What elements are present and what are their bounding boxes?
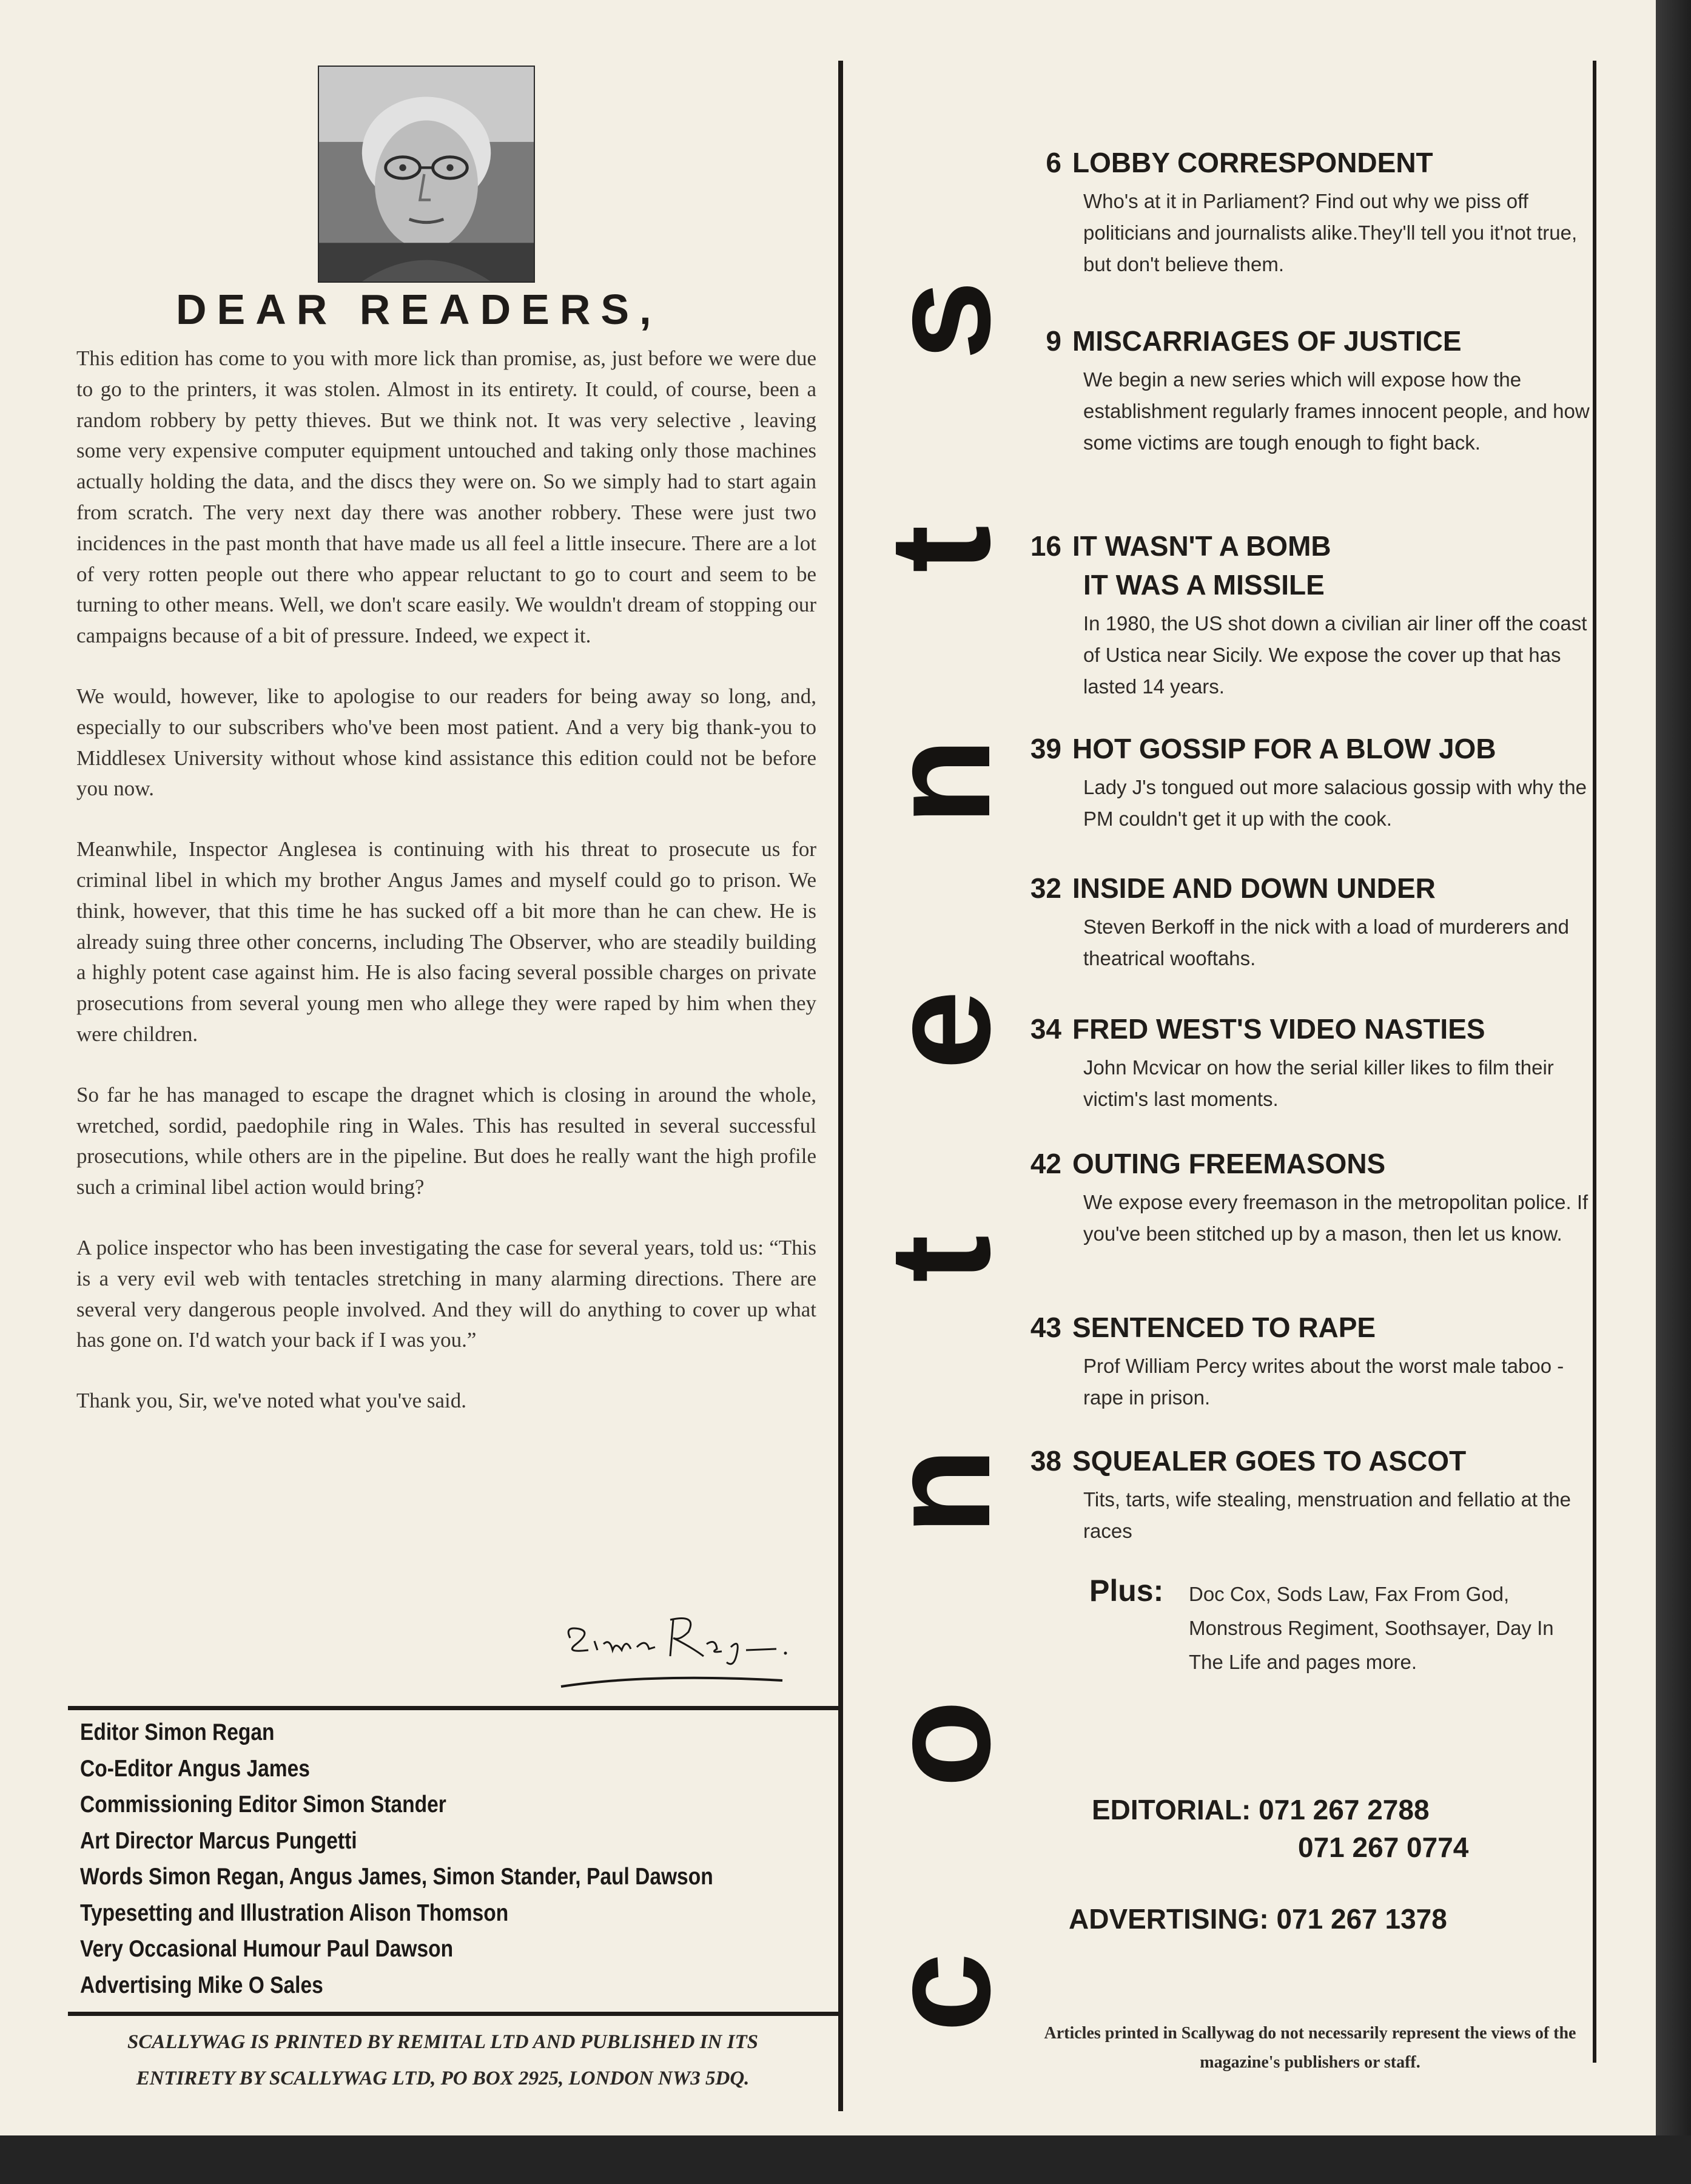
entry-heading (1025, 729, 1607, 768)
entry-description: We expose every freemason in the metropolitan police. If you've been stitched up by a mason, then let us know. (1083, 1191, 1588, 1245)
entry-description: John Mcvicar on how the serial killer likes to film their victim's last moments. (1083, 1056, 1554, 1110)
entry-title: IT WASN'T A BOMB (1072, 530, 1331, 562)
signature (558, 1596, 801, 1699)
editor-letter (76, 343, 816, 1417)
letter-paragraph: We would, however, like to apologise to our readers for being away so long, and, especially to our subscribers who've been most patient. And a very big thank-you to Middlesex University without whose kind assistance this edition could not be before you now. (76, 684, 816, 801)
entry-heading (1025, 1308, 1607, 1347)
credit-line: Advertising Mike O Sales (80, 1972, 323, 1998)
entry-description: In 1980, the US shot down a civilian air liner off the coast of Ustica near Sicily. We expose the cover up that has lasted 14 years. (1083, 612, 1587, 698)
contents-entry (1025, 1441, 1607, 1547)
credit-line: Typesetting and Illustration Alison Thomson (80, 1899, 509, 1926)
column-divider (838, 61, 843, 2111)
entry-title: MISCARRIAGES OF JUSTICE (1072, 325, 1462, 357)
entry-heading (1025, 322, 1607, 360)
credits-top-rule (68, 1706, 838, 1710)
entry-title: SENTENCED TO RAPE (1072, 1312, 1376, 1343)
contents-entry (1025, 1308, 1607, 1414)
entry-description: Steven Berkoff in the nick with a load of murderers and theatrical wooftahs. (1083, 915, 1569, 969)
contents-vertical-heading: contents (860, 115, 1020, 2032)
entry-title: HOT GOSSIP FOR A BLOW JOB (1072, 733, 1496, 764)
entry-description: Tits, tarts, wife stealing, menstruation and fellatio at the races (1083, 1488, 1572, 1542)
entry-description: Who's at it in Parliament? Find out why we piss off politicians and journalists alike.They'll tell you it'not true, but don't believe them. (1083, 190, 1578, 275)
editor-photo (318, 66, 535, 283)
entry-title: FRED WEST'S VIDEO NASTIES (1072, 1013, 1485, 1045)
entry-heading (1025, 143, 1607, 182)
letter-paragraph: Thank you, Sir, we've noted what you've said. (76, 1389, 467, 1413)
entry-title: OUTING FREEMASONS (1072, 1148, 1386, 1179)
contents-entry (1025, 527, 1607, 703)
credit-line: Commissioning Editor Simon Stander (80, 1791, 446, 1818)
letter-paragraph: A police inspector who has been investigating the case for several years, told us: “This is a very evil web with tentacles stretching in many alarming directions. There are several very dangerous people involved. And they will do anything to cover up what has gone on. I'd watch your back if I was you.” (76, 1235, 816, 1352)
entry-page-number: 43 (1030, 1312, 1061, 1343)
contents-entry (1025, 1144, 1607, 1250)
entry-page-number: 38 (1030, 1445, 1061, 1477)
letter-paragraph: Meanwhile, Inspector Anglesea is continuing with his threat to prosecute us for criminal libel in which my brother Angus James and myself could go to prison. We think, however, that this time he has sucked off a bit more than he can chew. He is already suing three other concerns, including The Observer, who are steadily building a highly potent case against him. He is also facing several possible charges on private prosecutions from several young men who allege they were raped by him when they were children. (76, 837, 816, 1046)
entry-page-number: 42 (1030, 1148, 1061, 1179)
entry-heading (1025, 1144, 1607, 1183)
letter-paragraph: This edition has come to you with more lick than promise, as, just before we were due to go to the printers, it was stolen. Almost in its entirety. It could, of course, been a random robbery by petty thieves. But we think not. It was very selective , leaving some very expensive computer equipment untouched and taking only those machines actually holding the data, and the discs they were on. So we simply had to start again from scratch. The very next day there was another robbery. These were just two incidences in the past month that have made us all feel a little insecure. There are a lot of very rotten people out there who appear reluctant to go to court and seem to be turning to other means. Well, we don't scare easily. We wouldn't dream of stopping our campaigns because of a bit of pressure. Indeed, we expect it. (76, 346, 816, 648)
editorial-phone: EDITORIAL: 071 267 2788 (1092, 1794, 1430, 1825)
credit-line: Art Director Marcus Pungetti (80, 1827, 357, 1854)
credit-line: Editor Simon Regan (80, 1719, 275, 1745)
credit-line: Co-Editor Angus James (80, 1755, 310, 1782)
contents-entry (1025, 729, 1607, 835)
credit-line: Very Occasional Humour Paul Dawson (80, 1936, 454, 1962)
entry-description: Lady J's tongued out more salacious gossip with why the PM couldn't get it up with the cook. (1083, 776, 1587, 830)
contents-entry (1025, 869, 1607, 974)
entry-page-number: 34 (1030, 1013, 1061, 1045)
entry-description: Prof William Percy writes about the worst male taboo - rape in prison. (1083, 1355, 1564, 1409)
entry-heading (1025, 527, 1607, 565)
entry-page-number: 16 (1030, 530, 1061, 562)
credits-bottom-rule (68, 2012, 838, 2016)
contents-entry (1025, 1009, 1607, 1115)
entry-page-number: 6 (1046, 147, 1061, 178)
page-edge-shadow (1656, 0, 1691, 2184)
entry-page-number: 32 (1030, 872, 1061, 904)
letter-heading: DEAR READERS, (176, 286, 662, 333)
staff-credits (80, 1714, 716, 2003)
entry-heading (1025, 1441, 1607, 1480)
entry-title: LOBBY CORRESPONDENT (1072, 147, 1433, 178)
contents-entry (1025, 322, 1607, 459)
plus-label: Plus: (1089, 1574, 1164, 1608)
editorial-phone-second: 071 267 0774 (1298, 1832, 1469, 1863)
credit-line: Words Simon Regan, Angus James, Simon Stander, Paul Dawson (80, 1864, 713, 1890)
entry-title: SQUEALER GOES TO ASCOT (1072, 1445, 1467, 1477)
letter-paragraph: So far he has managed to escape the dragnet which is closing in around the whole, wretched, sordid, paedophile ring in Wales. This has resulted in several successful prosecutions, while others are in the pipeline. But does he really want the high profile such a criminal libel action would bring? (76, 1082, 816, 1199)
plus-section (1089, 1574, 1587, 1679)
contents-entry (1025, 143, 1607, 280)
page-bottom-shadow (0, 2135, 1691, 2184)
entry-page-number: 9 (1046, 325, 1061, 357)
entry-heading (1025, 869, 1607, 908)
entry-title-line2: IT WAS A MISSILE (1083, 569, 1325, 601)
printer-line: SCALLYWAG IS PRINTED BY REMITAL LTD AND PUBLISHED IN ITS (127, 2031, 758, 2053)
entry-title: INSIDE AND DOWN UNDER (1072, 872, 1436, 904)
printer-line: ENTIRETY BY SCALLYWAG LTD, PO BOX 2925, LONDON NW3 5DQ. (136, 2068, 750, 2089)
entry-page-number: 39 (1030, 733, 1061, 764)
disclaimer: Articles printed in Scallywag do not necessarily represent the views of the magazine's publishers or staff. (1044, 2024, 1576, 2072)
entry-heading (1025, 1009, 1607, 1048)
plus-text: Doc Cox, Sods Law, Fax From God, Monstrous Regiment, Soothsayer, Day In The Life and pages more. (1189, 1583, 1554, 1673)
printer-imprint (91, 2024, 795, 2097)
advertising-phone: ADVERTISING: 071 267 1378 (1069, 1903, 1447, 1935)
entry-description: We begin a new series which will expose how the establishment regularly frames innocent people, and how some victims are tough enough to fight back. (1083, 368, 1590, 454)
